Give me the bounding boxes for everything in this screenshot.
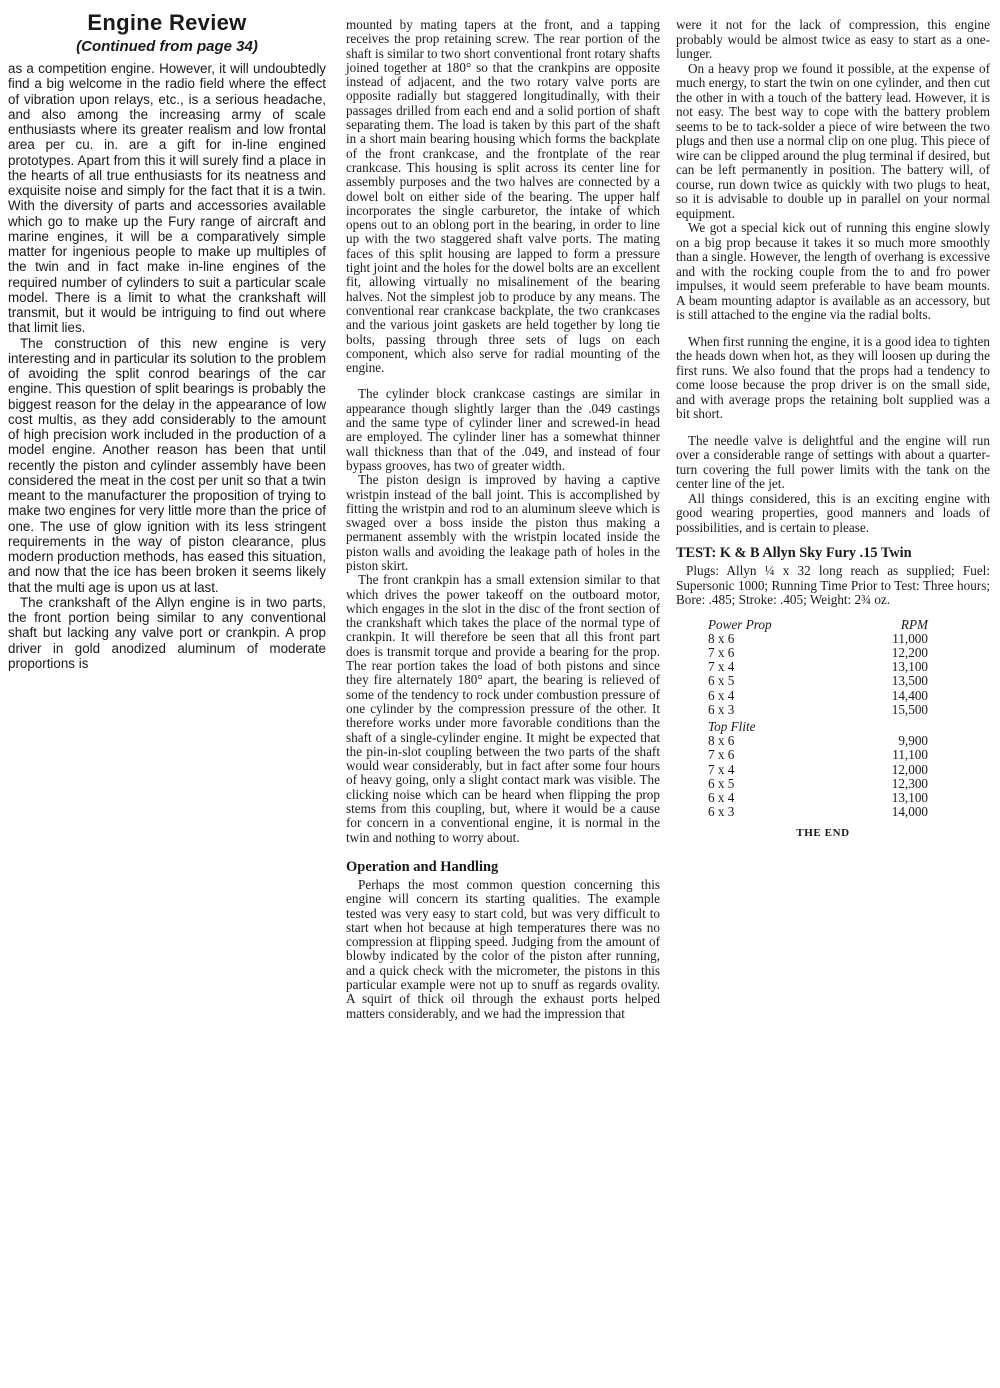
table-row [708, 734, 928, 748]
section-heading: Operation and Handling [346, 858, 499, 875]
prop-size: 6 x 4 [708, 687, 735, 703]
test-heading: TEST: K & B Allyn Sky Fury .15 Twin [676, 545, 912, 561]
paragraph: We got a special kick out of running this engine slowly on a big prop because it takes it so much more smoothly than a single. However, the length of overhang is excessive and with the rocking couple from the to and fro power impulses, it would seem preferable to have beam mounts. A beam mounting adaptor is available as an accessory, but is still attached to the engine via the radial bolts. [676, 220, 990, 322]
rpm-value: 13,100 [891, 789, 928, 805]
rpm-value: 12,300 [891, 775, 928, 791]
paragraph: When first running the engine, it is a good idea to tighten the heads down when hot, as they will loosen up during the first runs. We also found that the props had a tendency to come loose because the prop driver is on the small side, and with average props the retaining bolt supplied was a bit short. [676, 333, 990, 421]
paragraph: The piston design is improved by having a captive wristpin instead of the ball joint. This is accomplished by fitting the wristpin and rod to an aluminum sleeve which is swaged over a boss inside the piston thus making a permanent assembly with the wristpin located inside the piston walls and avoiding the leakage path of holes in the piston skirt. [346, 472, 660, 573]
rpm-value: 12,200 [891, 644, 928, 660]
paragraph: were it not for the lack of compression, this engine probably would be almost twice as easy to start as a one-lunger. [676, 17, 990, 61]
rpm-value: 9,900 [898, 733, 928, 749]
table-row [708, 646, 928, 660]
rpm-value: 11,100 [892, 747, 928, 763]
rpm-header: RPM [900, 616, 928, 632]
rpm-value: 15,500 [891, 701, 928, 717]
continued-note: (Continued from page 34) [76, 38, 258, 55]
rpm-value: 14,400 [891, 687, 928, 703]
rpm-value: 14,000 [891, 804, 928, 820]
table-row [708, 791, 928, 805]
column-2 [346, 0, 660, 1021]
paragraph: The needle valve is delightful and the engine will run over a considerable range of settings with about a quarter-turn covering the full power limits with the tank on the center line of the jet. [676, 432, 990, 491]
article-title: Engine Review [87, 10, 247, 35]
table-row [708, 703, 928, 717]
paragraph: as a competition engine. However, it will undoubtedly find a big welcome in the radio field where the effect of vibration upon relays, etc., is a serious headache, and also among the increasing army of scale enthusiasts where its greater realism and low frontal area per cu. in. are a gift for in-line engined prototypes. Apart from this it will surely find a place in the hearts of all true enthusiasts for its neatness and exquisite noise and simply for the fact that it is a twin. With the diversity of parts and accessories available which go to make up the Fury range of aircraft and marine engines, it will be a comparatively simple matter for ingenious people to make up multiples of the twin and in fact make in-line engines of the required number of cylinders to suit a particular scale model. There is a limit to what the crankshaft will transmit, but it would be intriguing to find out where that limit lies. [8, 61, 326, 336]
prop-size: 7 x 6 [708, 747, 735, 763]
paragraph: The cylinder block crankcase castings are similar in appearance though slightly larger than the .049 castings and the same type of cylinder liner and screwed-in head are employed. The cylinder liner has a somewhat thinner wall thickness than that of the .049, and instead of four bypass grooves, has two of greater width. [346, 386, 660, 473]
table-row [708, 748, 928, 762]
table-header-row [708, 618, 928, 632]
paragraph: The construction of this new engine is very interesting and in particular its solution to the problem of avoiding the split conrod bearings of the car engine. This question of split bearings is probably the biggest reason for the delay in the appearance of low cost multis, as they add considerably to the amount of high precision work included in the production of a model engine. Another reason has been that until recently the piston and cylinder assembly have been considered the meat in the cost per unit so that a twin meant to the manufacturer the proposition of trying to make two engines for very little more than the price of one. The use of glow ignition with its less stringent requirements in the way of piston clearance, plus modern production methods, has eased this situation, and now that the ice has been broken it seems likely that the multi age is upon us at last. [8, 335, 326, 595]
power-prop-header: Power Prop [708, 616, 772, 632]
table-header-row [708, 717, 928, 734]
table-row [708, 660, 928, 674]
table-row [708, 805, 928, 819]
prop-size: 6 x 5 [708, 673, 735, 689]
rpm-value: 13,500 [891, 673, 928, 689]
test-specs [676, 564, 990, 608]
rpm-value: 11,000 [892, 630, 928, 646]
prop-size: 8 x 6 [708, 733, 735, 749]
paragraph: Perhaps the most common question concerning this engine will concern its starting qualities. The example tested was very easy to start cold, but was very difficult to start when hot because at high temperatures there was no compression at flipping speed. Judging from the amount of blowby indicated by the color of the piston after running, and a quick check with the micrometer, the pistons in this particular example were not up to snuff as regards ovality. A squirt of thick oil through the exhaust ports helped matters considerably, and we had the impression that [346, 876, 660, 1021]
the-end-marker: THE END [796, 827, 850, 840]
rpm-value: 12,000 [891, 761, 928, 777]
paragraph: All things considered, this is an exciting engine with good wearing properties, good manners and loads of possibilities, and is certain to please. [676, 490, 990, 535]
specs-text: Plugs: Allyn ¼ x 32 long reach as supplied; Fuel: Supersonic 1000; Running Time Prior to Test: Three hours; Bore: .485; Stroke: .405; Weight: 2¾ oz. [676, 563, 990, 607]
paragraph: On a heavy prop we found it possible, at the expense of much energy, to start the twin on one cylinder, and then cut the other in with a touch of the battery lead. However, it is not easy. The best way to cope with the battery problem seems to be to tack-solder a piece of wire between the two plugs and then use a normal clip on one plug. This piece of wire can be clipped around the plug terminal if desired, but can be left permanently in position. The battery will, of course, run down twice as quickly with two plugs to heat, so it is advisable to double up in parallel on your normal equipment. [676, 60, 990, 221]
prop-size: 6 x 3 [708, 804, 735, 820]
prop-size: 7 x 4 [708, 659, 735, 675]
paragraph: The crankshaft of the Allyn engine is in two parts, the front portion being similar to any conventional shaft but lacking any valve port or crankpin. A prop driver in gold anodized aluminum of moderate proportions is [8, 594, 326, 671]
table-row [708, 763, 928, 777]
paragraph: mounted by mating tapers at the front, and a tapping receives the prop retaining screw. The rear portion of the shaft is similar to two short conventional front rotary shafts joined together at 180° so that the crankpins are opposite instead of adjacent, and the two rotary valve ports are opposite radially but staggered longitudinally, with their passages drilled from each end and a solid portion of shaft separating them. The load is taken by this part of the shaft in a short main bearing housing which forms the backplate of the front crankcase, and the frontplate of the rear crankcase. This housing is split across its center line for assembly purposes and the two halves are connected by a dowel bolt on either side of the bearing. The upper half incorporates the single carburetor, the intake of which opens out to an oblong port in the bearing, in order to line up with the two staggered shaft valve ports. The mating faces of this split housing are lapped to form a pressure tight joint and the holes for the dowel bolts are an excellent fit, allowing virtually no misalinement of the bearing halves. Not the simplest job to produce by any means. The conventional rear crankcase backplate, the two crankcases and the various joint gaskets are held together by long tie bolts, passing through three sets of lugs on each component, which also serve for radial mounting of the engine. [346, 17, 660, 376]
prop-size: 6 x 4 [708, 789, 735, 805]
rpm-value: 13,100 [891, 659, 928, 675]
column-1 [8, 0, 326, 671]
table-row [708, 777, 928, 791]
prop-size: 6 x 5 [708, 775, 735, 791]
prop-size: 7 x 6 [708, 644, 735, 660]
top-flite-header: Top Flite [708, 718, 756, 734]
table-row [708, 689, 928, 703]
table-row [708, 632, 928, 646]
table-row [708, 674, 928, 688]
prop-size: 8 x 6 [708, 630, 735, 646]
paragraph: The front crankpin has a small extension similar to that which drives the power takeoff on the outboard motor, which engages in the slot in the disc of the front section of the crankshaft which takes the place of the normal type of crankpin. It will therefore be seen that all this front part does is transmit torque and provide a bearing for the prop. The rear portion takes the load of both pistons and since they fire alternately 180° apart, the bearing is relieved of some of the tendency to rock under combustion pressure of one cylinder by the compression pressure of the other. It therefore works under more favorable conditions than the shaft of a single-cylinder engine. It might be expected that the pin-in-slot coupling between the two parts of the shaft would wear considerably, but in fact after some four hours of heavy going, only a slight contact mark was visible. The clicking noise which can be heard when flipping the prop stems from this coupling, but, where it would be a cause for concern in a conventional engine, it is normal in the twin and nothing to worry about. [346, 572, 660, 845]
column-3 [676, 0, 990, 839]
prop-size: 6 x 3 [708, 701, 735, 717]
prop-size: 7 x 4 [708, 761, 735, 777]
rpm-table [708, 618, 928, 820]
